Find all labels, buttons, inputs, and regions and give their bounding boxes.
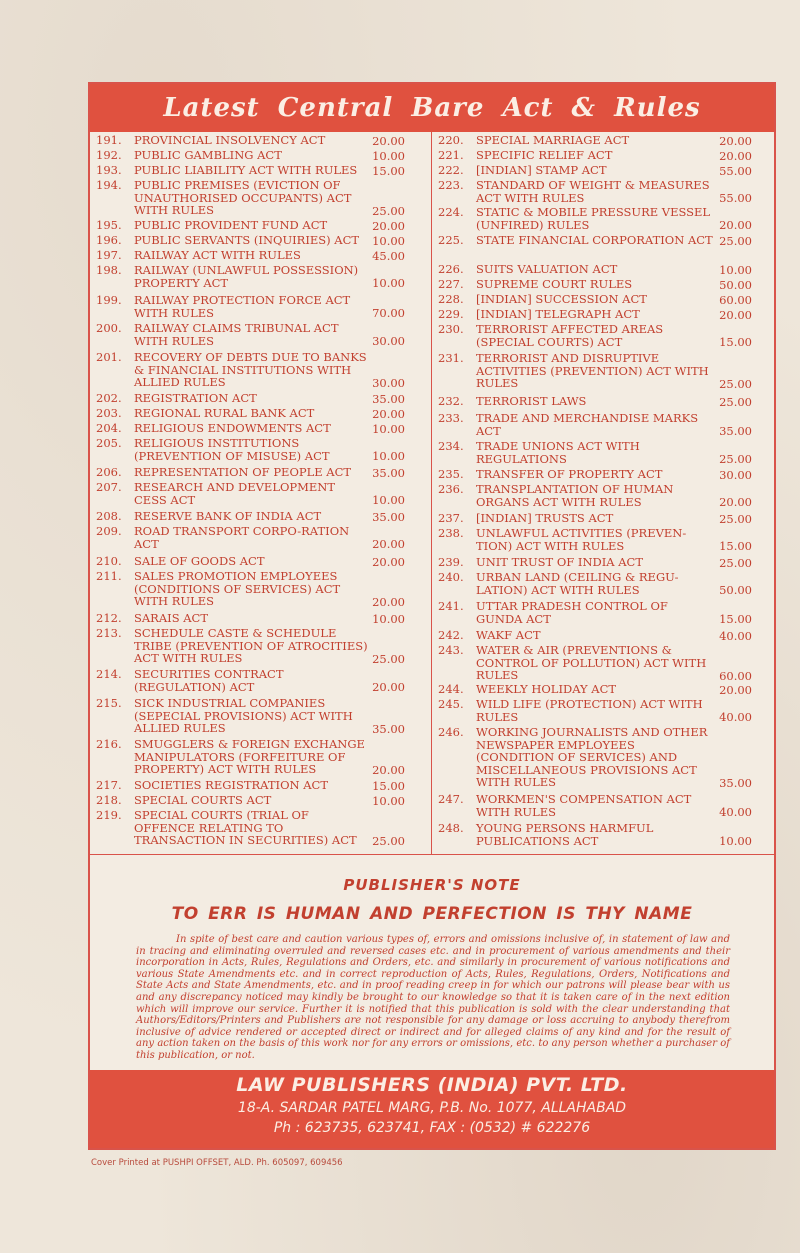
act-number: 242. — [438, 628, 464, 642]
act-price: 20.00 — [719, 133, 752, 148]
act-entry — [90, 570, 431, 608]
act-price: 15.00 — [719, 538, 752, 553]
act-title: RAILWAY PROTECTION FORCE ACT WITH RULES — [134, 293, 351, 320]
act-title: TRANSFER OF PROPERTY ACT — [476, 467, 663, 481]
act-title: PUBLIC PREMISES (EVICTION OF UNAUTHORISED OCCUPANTS) ACT WITH RULES — [134, 178, 352, 217]
act-entry — [90, 612, 431, 625]
act-title: PUBLIC LIABILITY ACT WITH RULES — [134, 163, 358, 177]
act-number: 237. — [438, 511, 464, 525]
act-entry — [90, 392, 431, 405]
act-price: 20.00 — [719, 217, 752, 232]
act-title: WEEKLY HOLIDAY ACT — [476, 682, 617, 696]
act-entry — [90, 219, 431, 232]
act-entry — [90, 437, 431, 462]
act-number: 191. — [96, 133, 122, 147]
act-price: 20.00 — [719, 148, 752, 163]
act-price: 10.00 — [719, 833, 752, 848]
content-frame — [88, 82, 776, 1150]
act-entry — [432, 164, 774, 177]
act-price: 20.00 — [372, 762, 405, 777]
act-price: 15.00 — [372, 163, 405, 178]
act-number: 217. — [96, 778, 122, 792]
act-number: 224. — [438, 205, 464, 219]
act-number: 196. — [96, 233, 122, 247]
act-entry — [90, 164, 431, 177]
act-entry — [432, 440, 774, 465]
act-entry — [90, 149, 431, 162]
act-number: 235. — [438, 467, 464, 481]
act-title: STATE FINANCIAL CORPORATION ACT — [476, 233, 713, 247]
act-entry — [90, 555, 431, 568]
act-title: RAILWAY ACT WITH RULES — [134, 248, 301, 262]
act-price: 10.00 — [719, 262, 752, 277]
act-price: 10.00 — [372, 233, 405, 248]
act-number: 192. — [96, 148, 122, 162]
act-title: RESERVE BANK OF INDIA ACT — [134, 509, 322, 523]
act-price: 25.00 — [719, 376, 752, 391]
act-number: 212. — [96, 611, 122, 625]
act-number: 214. — [96, 667, 122, 681]
act-title: SUPREME COURT RULES — [476, 277, 633, 291]
act-price: 25.00 — [719, 451, 752, 466]
act-number: 210. — [96, 554, 122, 568]
act-entry — [90, 179, 431, 217]
act-price: 35.00 — [719, 775, 752, 790]
act-number: 241. — [438, 599, 464, 613]
act-title: RELIGIOUS ENDOWMENTS ACT — [134, 421, 331, 435]
act-price: 10.00 — [372, 421, 405, 436]
act-number: 219. — [96, 808, 122, 822]
act-title: SARAIS ACT — [134, 611, 208, 625]
act-title: STANDARD OF WEIGHT & MEASURES ACT WITH RULES — [476, 178, 710, 205]
act-entry — [90, 249, 431, 262]
act-price: 15.00 — [719, 611, 752, 626]
act-price: 25.00 — [719, 511, 752, 526]
act-entry — [90, 466, 431, 479]
act-number: 232. — [438, 394, 464, 408]
act-price: 10.00 — [372, 275, 405, 290]
act-title: TRANSPLANTATION OF HUMAN ORGANS ACT WITH RULES — [476, 482, 674, 509]
act-number: 211. — [96, 569, 122, 583]
act-entry — [90, 525, 431, 550]
act-price: 25.00 — [719, 555, 752, 570]
act-number: 243. — [438, 643, 464, 657]
act-title: RESEARCH AND DEVELOPMENT CESS ACT — [134, 480, 336, 507]
act-title: RELIGIOUS INSTITUTIONS (PREVENTION OF MISUSE) ACT — [134, 436, 330, 463]
act-price: 40.00 — [719, 709, 752, 724]
act-number: 222. — [438, 163, 464, 177]
act-number: 221. — [438, 148, 464, 162]
act-number: 240. — [438, 570, 464, 584]
act-number: 203. — [96, 406, 122, 420]
act-entry — [432, 698, 774, 723]
act-title: SMUGGLERS & FOREIGN EXCHANGE MANIPULATORS (FORFEITURE OF PROPERTY) ACT WITH RULES — [134, 737, 365, 776]
act-title: ROAD TRANSPORT CORPO-RATION ACT — [134, 524, 350, 551]
act-entry — [432, 726, 774, 789]
act-number: 228. — [438, 292, 464, 306]
act-price: 20.00 — [719, 494, 752, 509]
act-number: 245. — [438, 697, 464, 711]
act-title: RAILWAY CLAIMS TRIBUNAL ACT WITH RULES — [134, 321, 339, 348]
act-price: 30.00 — [372, 333, 405, 348]
act-entry — [432, 206, 774, 231]
act-number: 225. — [438, 233, 464, 247]
act-title: SPECIAL MARRIAGE ACT — [476, 133, 630, 147]
act-entry — [432, 793, 774, 818]
acts-column-right — [432, 132, 774, 854]
act-number: 199. — [96, 293, 122, 307]
act-entry — [90, 779, 431, 792]
act-entry — [432, 234, 774, 247]
act-number: 246. — [438, 725, 464, 739]
act-title: PROVINCIAL INSOLVENCY ACT — [134, 133, 326, 147]
act-title: SPECIAL COURTS (TRIAL OF OFFENCE RELATING TO TRANSACTION IN SECURITIES) ACT — [134, 808, 357, 847]
act-number: 239. — [438, 555, 464, 569]
act-title: STATIC & MOBILE PRESSURE VESSEL (UNFIRED) RULES — [476, 205, 711, 232]
act-title: SALE OF GOODS ACT — [134, 554, 265, 568]
act-title: SECURITIES CONTRACT (REGULATION) ACT — [134, 667, 284, 694]
acts-column-left — [90, 132, 432, 854]
act-price: 40.00 — [719, 804, 752, 819]
act-price: 25.00 — [372, 833, 405, 848]
act-number: 238. — [438, 526, 464, 540]
act-price: 20.00 — [372, 594, 405, 609]
act-price: 60.00 — [719, 668, 752, 683]
act-number: 220. — [438, 133, 464, 147]
act-entry — [432, 629, 774, 642]
act-price: 35.00 — [372, 509, 405, 524]
act-price: 55.00 — [719, 190, 752, 205]
act-title: WAKF ACT — [476, 628, 541, 642]
act-price: 70.00 — [372, 305, 405, 320]
act-price: 20.00 — [372, 133, 405, 148]
act-entry — [90, 510, 431, 523]
act-price: 20.00 — [372, 679, 405, 694]
act-entry — [90, 422, 431, 435]
act-title: [INDIAN] SUCCESSION ACT — [476, 292, 647, 306]
act-entry — [432, 412, 774, 437]
act-price: 25.00 — [372, 651, 405, 666]
publisher-note-body: In spite of best care and caution various types of, errors and omissions inclusive of, in statement of law and in tracing and eliminating overruled and reversed cases etc. and in procurement of various amendments and their incorporation in Acts, Rules, Regulations and Orders, etc. and similarly in procurement of various notifications and various State Amendments etc. and in correct reproduction of Acts, Rules, Regulations, Orders, Notifications and State Acts and State Amendments, etc. and in proof reading creep in for which our patrons will please bear with us and any discrepancy noticed may kindly be brought to our knowledge so that it is taken care of in the next edition which will improve our service. Further it is notified that this publication is sold with the clear understanding that Authors/Editors/Printers and Publishers are not responsible for any damage or loss accruing to anybody therefrom inclusive of advice rendered or accepted direct or indirect and for alleged claims of any kind and for the result of any action taken on the basis of this work nor for any errors or omissions, etc. to any person whether a purchaser of this publication, or not. — [136, 934, 730, 1061]
act-title: SPECIAL COURTS ACT — [134, 793, 272, 807]
act-price: 20.00 — [372, 554, 405, 569]
act-title: WORKMEN'S COMPENSATION ACT WITH RULES — [476, 792, 692, 819]
act-title: PUBLIC SERVANTS (INQUIRIES) ACT — [134, 233, 360, 247]
act-title: TERRORIST AFFECTED AREAS (SPECIAL COURTS) ACT — [476, 322, 664, 349]
act-number: 248. — [438, 821, 464, 835]
act-title: SOCIETIES REGISTRATION ACT — [134, 778, 328, 792]
act-entry — [90, 264, 431, 289]
act-price: 20.00 — [719, 307, 752, 322]
act-title: WATER & AIR (PREVENTIONS & CONTROL OF POLLUTION) ACT WITH RULES — [476, 643, 707, 682]
act-entry — [432, 293, 774, 306]
act-number: 227. — [438, 277, 464, 291]
act-price: 35.00 — [372, 391, 405, 406]
act-entry — [432, 600, 774, 625]
act-price: 25.00 — [719, 394, 752, 409]
act-number: 201. — [96, 350, 122, 364]
act-entry — [432, 512, 774, 525]
act-title: TERRORIST LAWS — [476, 394, 587, 408]
act-entry — [432, 263, 774, 276]
act-entry — [432, 395, 774, 408]
act-title: SUITS VALUATION ACT — [476, 262, 618, 276]
act-number: 213. — [96, 626, 122, 640]
title-banner — [90, 84, 774, 132]
act-title: UNLAWFUL ACTIVITIES (PREVEN-TION) ACT WITH RULES — [476, 526, 687, 553]
act-number: 234. — [438, 439, 464, 453]
act-price: 10.00 — [372, 448, 405, 463]
act-title: TRADE AND MERCHANDISE MARKS ACT — [476, 411, 699, 438]
act-price: 10.00 — [372, 148, 405, 163]
act-entry — [90, 294, 431, 319]
act-entry — [90, 668, 431, 693]
act-number: 218. — [96, 793, 122, 807]
page-title: Latest Central Bare Act & Rules — [163, 93, 701, 123]
publisher-banner — [90, 1070, 774, 1148]
act-price: 35.00 — [372, 465, 405, 480]
company-name: LAW PUBLISHERS (INDIA) PVT. LTD. — [236, 1074, 628, 1096]
act-title: YOUNG PERSONS HARMFUL PUBLICATIONS ACT — [476, 821, 654, 848]
act-entry — [90, 351, 431, 389]
act-title: REPRESENTATION OF PEOPLE ACT — [134, 465, 352, 479]
act-price: 25.00 — [719, 233, 752, 248]
act-title: RAILWAY (UNLAWFUL POSSESSION) PROPERTY ACT — [134, 263, 359, 290]
act-entry — [432, 179, 774, 204]
act-entry — [90, 627, 431, 665]
act-entry — [432, 483, 774, 508]
act-entry — [90, 234, 431, 247]
act-number: 209. — [96, 524, 122, 538]
act-entry — [90, 322, 431, 347]
act-number: 244. — [438, 682, 464, 696]
act-price: 50.00 — [719, 277, 752, 292]
act-entry — [90, 407, 431, 420]
act-price: 10.00 — [372, 492, 405, 507]
act-number: 207. — [96, 480, 122, 494]
act-title: PUBLIC PROVIDENT FUND ACT — [134, 218, 328, 232]
act-number: 208. — [96, 509, 122, 523]
act-entry — [432, 149, 774, 162]
act-price: 15.00 — [719, 334, 752, 349]
act-price: 20.00 — [372, 218, 405, 233]
act-title: [INDIAN] TELEGRAPH ACT — [476, 307, 640, 321]
act-entry — [432, 323, 774, 348]
act-number: 247. — [438, 792, 464, 806]
company-phone: Ph : 623735, 623741, FAX : (0532) # 622276 — [273, 1120, 591, 1136]
act-price: 10.00 — [372, 611, 405, 626]
act-title: SCHEDULE CASTE & SCHEDULE TRIBE (PREVENTION OF ATROCITIES) ACT WITH RULES — [134, 626, 368, 665]
divider — [90, 854, 774, 855]
act-entry — [90, 809, 431, 847]
act-title: REGISTRATION ACT — [134, 391, 257, 405]
act-price: 50.00 — [719, 582, 752, 597]
act-number: 200. — [96, 321, 122, 335]
act-title: WORKING JOURNALISTS AND OTHER NEWSPAPER EMPLOYEES (CONDITION OF SERVICES) AND MISCELLANEOUS PROVISIONS ACT WITH RULES — [476, 725, 708, 789]
act-number: 195. — [96, 218, 122, 232]
act-price: 45.00 — [372, 248, 405, 263]
act-entry — [432, 822, 774, 847]
act-number: 231. — [438, 351, 464, 365]
printer-credit: Cover Printed at PUSHPI OFFSET, ALD. Ph. 605097, 609456 — [91, 1158, 343, 1168]
act-number: 223. — [438, 178, 464, 192]
act-entry — [90, 134, 431, 147]
act-price: 55.00 — [719, 163, 752, 178]
act-price: 20.00 — [372, 406, 405, 421]
act-number: 236. — [438, 482, 464, 496]
act-price: 15.00 — [372, 778, 405, 793]
act-number: 226. — [438, 262, 464, 276]
act-title: UNIT TRUST OF INDIA ACT — [476, 555, 644, 569]
act-price: 20.00 — [372, 536, 405, 551]
act-title: RECOVERY OF DEBTS DUE TO BANKS & FINANCIAL INSTITUTIONS WITH ALLIED RULES — [134, 350, 367, 389]
act-number: 230. — [438, 322, 464, 336]
act-entry — [90, 697, 431, 735]
act-number: 193. — [96, 163, 122, 177]
act-price: 60.00 — [719, 292, 752, 307]
act-entry — [432, 278, 774, 291]
act-title: REGIONAL RURAL BANK ACT — [134, 406, 315, 420]
act-price: 20.00 — [719, 682, 752, 697]
act-price: 25.00 — [372, 203, 405, 218]
act-title: URBAN LAND (CEILING & REGU-LATION) ACT WITH RULES — [476, 570, 679, 597]
act-title: SALES PROMOTION EMPLOYEES (CONDITIONS OF SERVICES) ACT WITH RULES — [134, 569, 341, 608]
act-entry — [432, 571, 774, 596]
act-entry — [432, 134, 774, 147]
act-number: 204. — [96, 421, 122, 435]
act-entry — [90, 738, 431, 776]
act-entry — [432, 352, 774, 390]
act-title: TRADE UNIONS ACT WITH REGULATIONS — [476, 439, 640, 466]
act-number: 205. — [96, 436, 122, 450]
publisher-note-heading: PUBLISHER'S NOTE — [343, 876, 521, 894]
act-number: 215. — [96, 696, 122, 710]
act-entry — [432, 556, 774, 569]
act-number: 233. — [438, 411, 464, 425]
act-number: 194. — [96, 178, 122, 192]
act-entry — [90, 794, 431, 807]
act-price: 35.00 — [372, 721, 405, 736]
act-title: SICK INDUSTRIAL COMPANIES (SEPECIAL PROVISIONS) ACT WITH ALLIED RULES — [134, 696, 353, 735]
act-title: PUBLIC GAMBLING ACT — [134, 148, 282, 162]
act-title: WILD LIFE (PROTECTION) ACT WITH RULES — [476, 697, 703, 724]
act-price: 35.00 — [719, 423, 752, 438]
act-number: 202. — [96, 391, 122, 405]
act-title: SPECIFIC RELIEF ACT — [476, 148, 613, 162]
act-price: 40.00 — [719, 628, 752, 643]
publisher-note-motto: TO ERR IS HUMAN AND PERFECTION IS THY NAME — [171, 904, 693, 924]
act-number: 197. — [96, 248, 122, 262]
act-entry — [432, 308, 774, 321]
act-number: 206. — [96, 465, 122, 479]
act-entry — [432, 683, 774, 696]
act-number: 216. — [96, 737, 122, 751]
act-title: [INDIAN] TRUSTS ACT — [476, 511, 614, 525]
act-title: UTTAR PRADESH CONTROL OF GUNDA ACT — [476, 599, 668, 626]
act-price: 30.00 — [719, 467, 752, 482]
act-title: TERRORIST AND DISRUPTIVE ACTIVITIES (PREVENTION) ACT WITH RULES — [476, 351, 709, 390]
act-entry — [432, 468, 774, 481]
act-entry — [432, 527, 774, 552]
act-entry — [90, 481, 431, 506]
company-address: 18-A. SARDAR PATEL MARG, P.B. No. 1077, ALLAHABAD — [237, 1100, 627, 1116]
act-title: [INDIAN] STAMP ACT — [476, 163, 607, 177]
act-number: 229. — [438, 307, 464, 321]
act-price: 30.00 — [372, 375, 405, 390]
act-price: 10.00 — [372, 793, 405, 808]
act-entry — [432, 644, 774, 682]
act-number: 198. — [96, 263, 122, 277]
